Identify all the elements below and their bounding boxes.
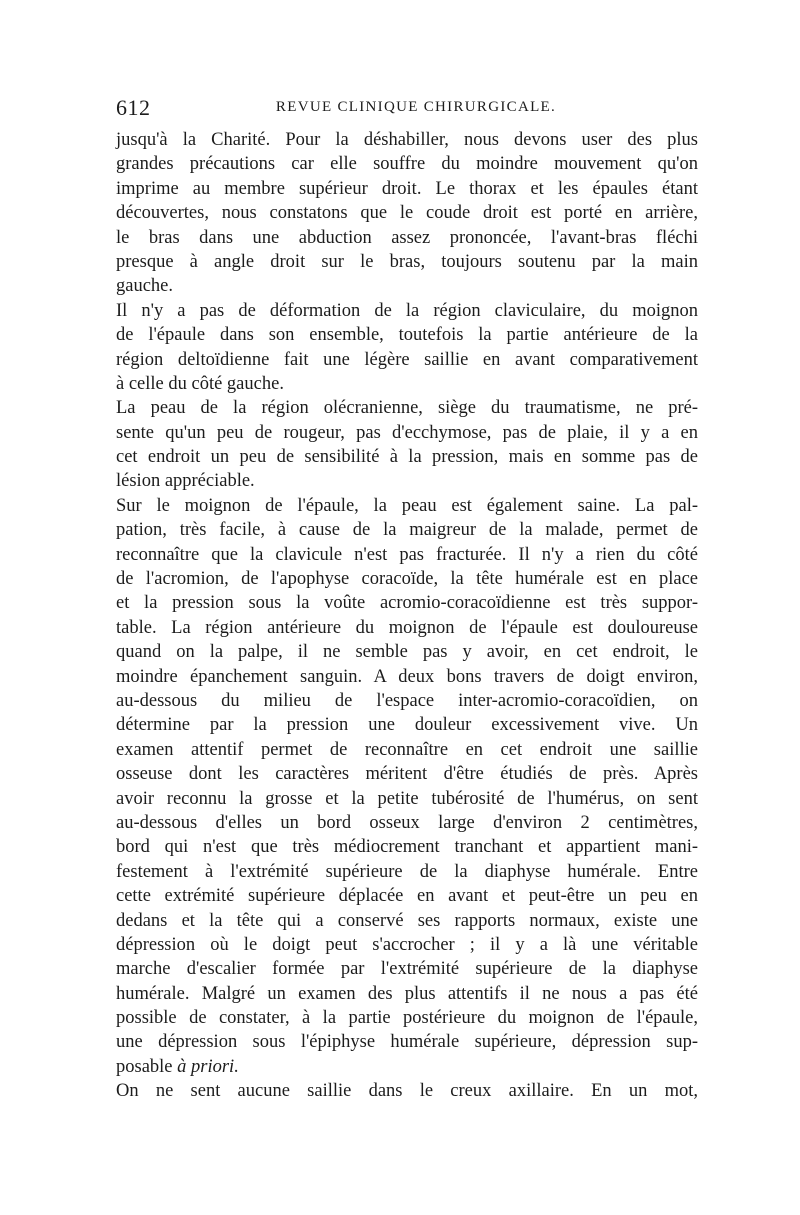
text-line: avoir reconnu la grosse et la petite tubérosité de l'humérus, on sent (116, 788, 698, 809)
text-line: quand on la palpe, il ne semble pas y avoir, en cet endroit, le (116, 642, 698, 663)
text-line: à celle du côté gauche. (116, 373, 284, 394)
text-line: détermine par la pression une douleur excessivement vive. Un (116, 715, 698, 736)
text-line: cette extrémité supérieure déplacée en avant et peut-être un peu en (116, 886, 698, 907)
text-line: pation, très facile, à cause de la maigreur de la malade, permet de (116, 520, 698, 541)
text-line: lésion appréciable. (116, 471, 255, 492)
text-line: humérale. Malgré un examen des plus attentifs il ne nous a pas été (116, 983, 698, 1004)
italic-fragment: à priori. (177, 1056, 239, 1077)
text-line: imprime au membre supérieur droit. Le thorax et les épaules étant (116, 178, 698, 199)
text-fragment: posable (116, 1056, 173, 1077)
text-line: festement à l'extrémité supérieure de la diaphyse humérale. Entre (116, 861, 698, 882)
text-line: au-dessous d'elles un bord osseux large d'environ 2 centimètres, (116, 812, 698, 833)
text-line: de l'acromion, de l'apophyse coracoïde, la tête humérale est en place (116, 569, 698, 590)
text-line: dedans et la tête qui a conservé ses rapports normaux, existe une (116, 910, 698, 931)
body-text (116, 128, 698, 1104)
text-line: presque à angle droit sur le bras, toujours soutenu par la main (116, 251, 698, 272)
text-line: bord qui n'est que très médiocrement tranchant et appartient mani- (116, 837, 698, 858)
page-number: 612 (116, 95, 151, 120)
text-line: La peau de la région olécranienne, siège du traumatisme, ne pré- (116, 398, 698, 419)
text-line: Il n'y a pas de déformation de la région claviculaire, du moignon (116, 300, 698, 321)
text-line: gauche. (116, 276, 174, 297)
text-line-with-italic (116, 1055, 698, 1079)
text-line: Sur le moignon de l'épaule, la peau est également saine. La pal- (116, 495, 698, 516)
text-line: jusqu'à la Charité. Pour la déshabiller, nous devons user des plus (116, 130, 698, 150)
text-line: examen attentif permet de reconnaître en cet endroit une saillie (116, 739, 698, 760)
text-line: possible de constater, à la partie postérieure du moignon de l'épaule, (116, 1008, 698, 1029)
running-title: REVUE CLINIQUE CHIRURGICALE. (275, 99, 557, 115)
text-line: table. La région antérieure du moignon de l'épaule est douloureuse (116, 617, 698, 638)
text-line: une dépression sous l'épiphyse humérale supérieure, dépression sup- (116, 1032, 698, 1053)
page-header (116, 95, 698, 125)
text-line: le bras dans une abduction assez prononcée, l'avant-bras fléchi (116, 227, 698, 248)
text-line: sente qu'un peu de rougeur, pas d'ecchymose, pas de plaie, il y a en (116, 422, 698, 443)
text-line: osseuse dont les caractères méritent d'être étudiés de près. Après (116, 764, 698, 785)
text-line: cet endroit un peu de sensibilité à la pression, mais en somme pas de (116, 447, 698, 468)
text-line: de l'épaule dans son ensemble, toutefois la partie antérieure de la (116, 325, 698, 346)
text-line: marche d'escalier formée par l'extrémité supérieure de la diaphyse (116, 959, 698, 980)
text-line: et la pression sous la voûte acromio-coracoïdienne est très suppor- (116, 593, 698, 614)
text-line: au-dessous du milieu de l'espace inter-acromio-coracoïdien, on (116, 690, 698, 711)
text-line: découvertes, nous constatons que le coude droit est porté en arrière, (116, 203, 698, 224)
text-line: grandes précautions car elle souffre du moindre mouvement qu'on (116, 154, 698, 175)
text-line: moindre épanchement sanguin. A deux bons travers de doigt environ, (116, 666, 698, 687)
text-line: reconnaître que la clavicule n'est pas fracturée. Il n'y a rien du côté (116, 544, 698, 565)
text-line: région deltoïdienne fait une légère saillie en avant comparativement (116, 349, 698, 370)
text-line: On ne sent aucune saillie dans le creux axillaire. En un mot, (116, 1081, 698, 1102)
text-line: dépression où le doigt peut s'accrocher ; il y a là une véritable (116, 934, 698, 955)
